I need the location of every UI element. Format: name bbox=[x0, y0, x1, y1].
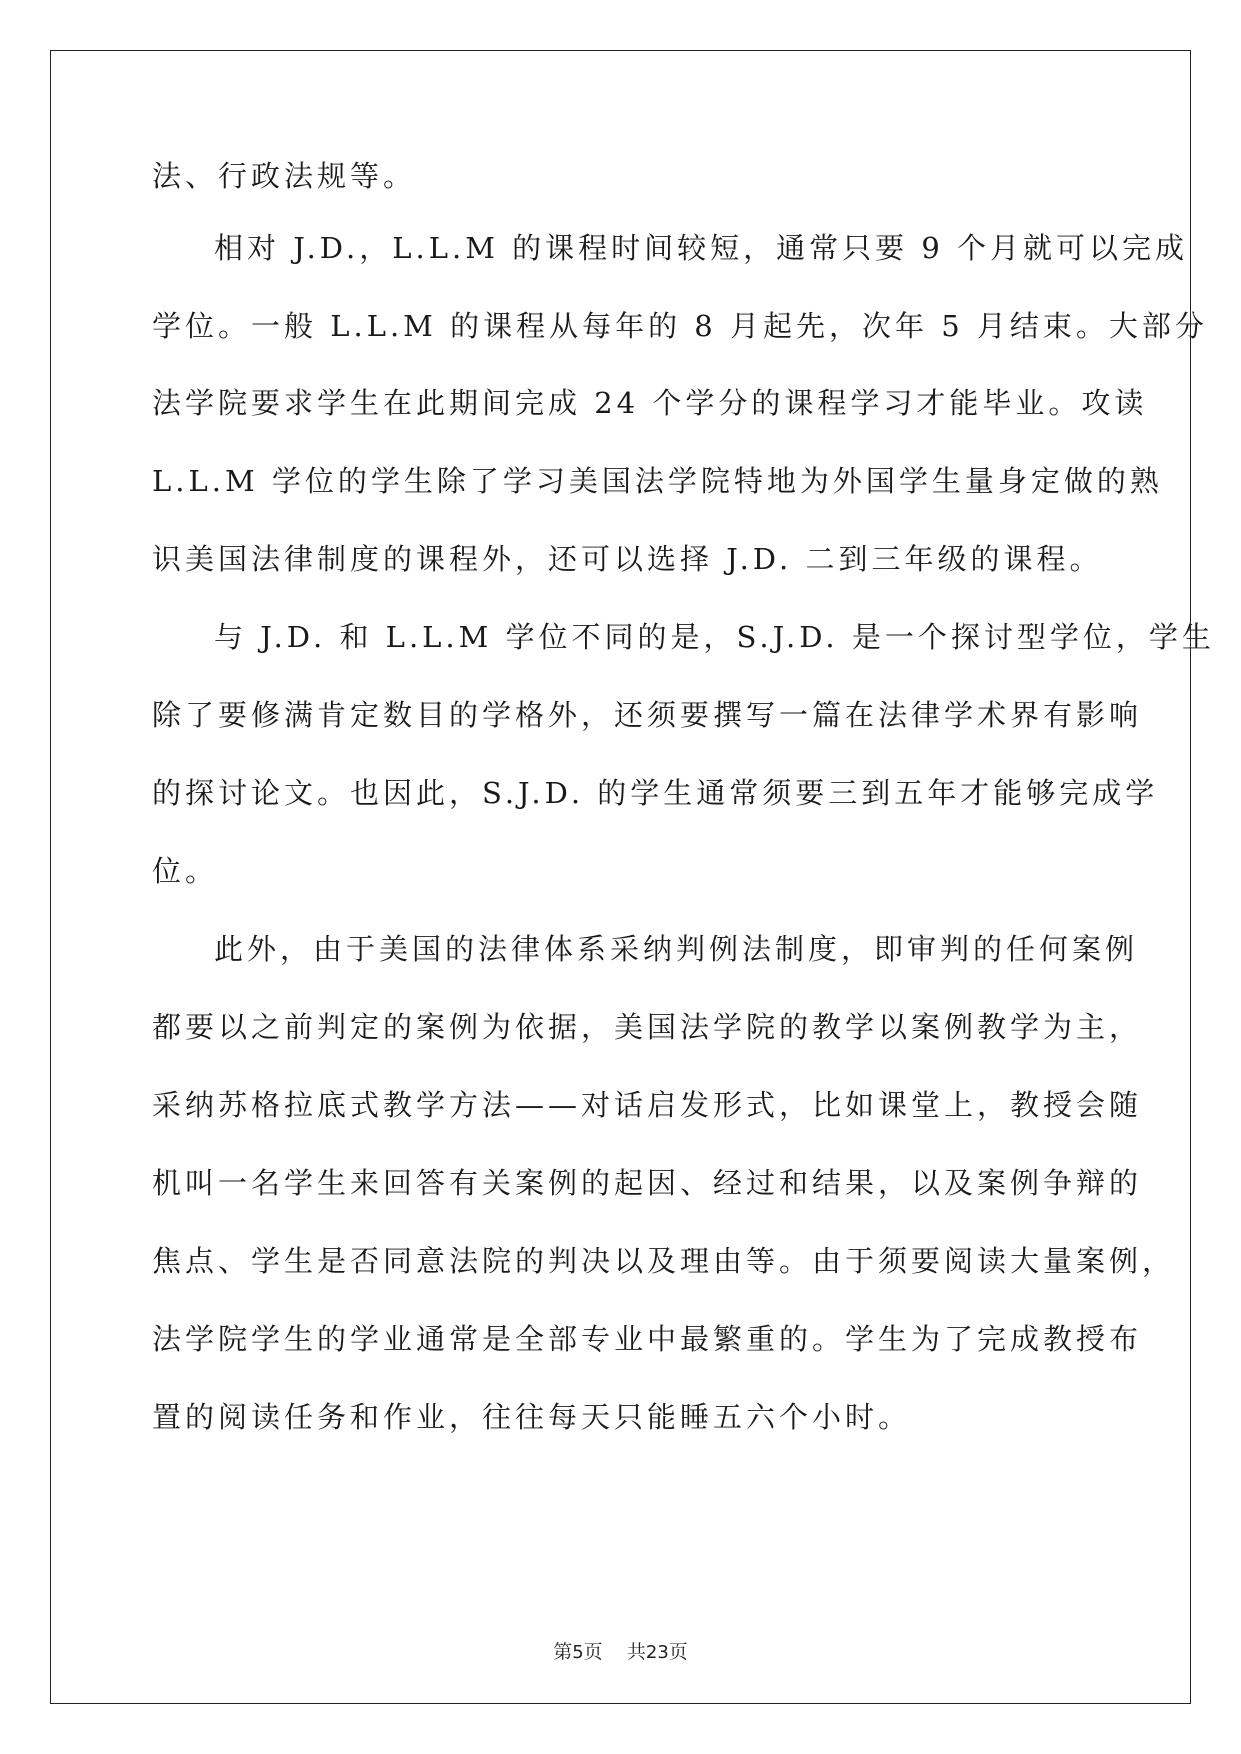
total-pages: 23 bbox=[645, 1642, 669, 1663]
text-line: 焦点、学生是否同意法院的判决以及理由等。由于须要阅读大量案例， bbox=[152, 1244, 1176, 1278]
text-line: 位。 bbox=[152, 854, 219, 888]
text-line: 采纳苏格拉底式教学方法——对话启发形式，比如课堂上，教授会随 bbox=[152, 1088, 1143, 1122]
text-line: 除了要修满肯定数目的学格外，还须要撰写一篇在法律学术界有影响 bbox=[152, 698, 1143, 732]
text-line: 的探讨论文。也因此，S.J.D. 的学生通常须要三到五年才能够完成学 bbox=[152, 776, 1159, 810]
text-line: 法学院要求学生在此期间完成 24 个学分的课程学习才能毕业。攻读 bbox=[152, 386, 1148, 420]
text-line: L.L.M 学位的学生除了学习美国法学院特地为外国学生量身定做的熟 bbox=[152, 464, 1163, 498]
page-footer bbox=[0, 1637, 1241, 1664]
total-suffix: 页 bbox=[668, 1641, 688, 1663]
text-line: 学位。一般 L.L.M 的课程从每年的 8 月起先，次年 5 月结束。大部分 bbox=[152, 309, 1208, 343]
total-prefix: 共 bbox=[626, 1641, 646, 1663]
text-line: 与 J.D. 和 L.L.M 学位不同的是，S.J.D. 是一个探讨型学位，学生 bbox=[214, 620, 1215, 654]
text-line: 置的阅读任务和作业，往往每天只能睡五六个小时。 bbox=[152, 1400, 912, 1434]
text-line: 法、行政法规等。 bbox=[152, 159, 417, 193]
text-line: 法学院学生的学业通常是全部专业中最繁重的。学生为了完成教授布 bbox=[152, 1322, 1143, 1356]
page-prefix: 第 bbox=[553, 1641, 573, 1663]
text-line: 机叫一名学生来回答有关案例的起因、经过和结果，以及案例争辩的 bbox=[152, 1166, 1143, 1200]
page-suffix: 页 bbox=[583, 1641, 603, 1663]
page-border bbox=[50, 50, 1191, 1704]
page-number: 5 bbox=[572, 1642, 584, 1663]
text-line: 都要以之前判定的案例为依据，美国法学院的教学以案例教学为主， bbox=[152, 1010, 1143, 1044]
text-line: 此外，由于美国的法律体系采纳判例法制度，即审判的任何案例 bbox=[214, 932, 1139, 966]
text-line: 相对 J.D.，L.L.M 的课程时间较短，通常只要 9 个月就可以完成 bbox=[214, 231, 1188, 265]
text-line: 识美国法律制度的课程外，还可以选择 J.D. 二到三年级的课程。 bbox=[152, 542, 1103, 576]
